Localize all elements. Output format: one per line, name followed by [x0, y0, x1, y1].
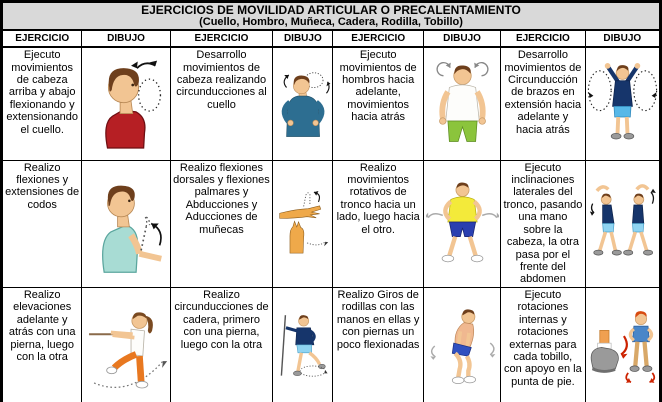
- drawing-cell: [423, 287, 500, 402]
- shoulder-rolls-drawing: [426, 49, 499, 158]
- wrist-flexion-abduction-drawing: [274, 163, 331, 284]
- drawing-cell: [82, 47, 170, 160]
- neck-circumduction-drawing: [274, 49, 331, 158]
- leg-front-back-swings-drawing: [84, 289, 168, 402]
- drawing-cell: [82, 287, 170, 402]
- exercise-text-cell: Realizo circunducciones de cadera, primero con una pierna, luego con la otra: [170, 287, 272, 402]
- exercise-text-cell: Realizo flexiones y extensiones de codos: [2, 160, 82, 287]
- table-title-block: [2, 2, 661, 31]
- table-row: [2, 160, 661, 287]
- trunk-rotation-drawing: [426, 163, 499, 284]
- column-header-ejercicio-4: EJERCICIO: [501, 30, 585, 47]
- drawing-cell: [273, 287, 333, 402]
- exercise-text-cell: Ejecuto inclinaciones laterales del tronco, pasando una mano sobre la cabeza, la otra pasa por el frente del abdomen: [501, 160, 585, 287]
- column-header-ejercicio-2: EJERCICIO: [170, 30, 272, 47]
- hip-circumduction-drawing: [274, 289, 331, 402]
- header-row: [2, 30, 661, 47]
- drawing-cell: [423, 160, 500, 287]
- exercise-text-cell: Ejecuto rotaciones internas y rotaciones externas para cada tobillo, con apoyo en la punta de pie.: [501, 287, 585, 402]
- elbow-flexion-extension-drawing: [84, 163, 168, 284]
- exercise-text-cell: Ejecuto movimientos de cabeza arriba y abajo flexionando y extensionando el cuello.: [2, 47, 82, 160]
- column-header-ejercicio-3: EJERCICIO: [333, 30, 423, 47]
- trunk-lateral-inclination-drawing: [587, 163, 658, 284]
- column-header-dibujo-4: DIBUJO: [585, 30, 660, 47]
- exercise-text-cell: Realizo flexiones dorsales y flexiones palmares y Abducciones y Aducciones de muñecas: [170, 160, 272, 287]
- drawing-cell: [585, 160, 660, 287]
- arm-circumduction-drawing: [587, 49, 658, 158]
- drawing-cell: [423, 47, 500, 160]
- exercise-text-cell: Ejecuto movimientos de hombros hacia adelante, movimientos hacia atrás: [333, 47, 423, 160]
- page-title: EJERCICIOS DE MOVILIDAD ARTICULAR O PRECALENTAMIENTO: [141, 3, 521, 17]
- exercise-text-cell: Realizo Giros de rodillas con las manos en ellas y con piernas un poco flexionadas: [333, 287, 423, 402]
- drawing-cell: [273, 47, 333, 160]
- exercise-text-cell: Realizo elevaciones adelante y atrás con una pierna, luego con la otra: [2, 287, 82, 402]
- column-header-ejercicio-1: EJERCICIO: [2, 30, 82, 47]
- ankle-rotation-drawing: [587, 289, 658, 402]
- drawing-cell: [273, 160, 333, 287]
- drawing-cell: [585, 47, 660, 160]
- drawing-cell: [82, 160, 170, 287]
- drawing-cell: [585, 287, 660, 402]
- table-row: [2, 287, 661, 402]
- column-header-dibujo-2: DIBUJO: [273, 30, 333, 47]
- exercise-text-cell: Desarrollo movimientos de Circunducción de brazos en extensión hacia adelante y hacia atrás: [501, 47, 585, 160]
- exercise-text-cell: Desarrollo movimientos de cabeza realizando circunducciones al cuello: [170, 47, 272, 160]
- neck-flexion-extension-drawing: [84, 49, 168, 158]
- page-subtitle: (Cuello, Hombro, Muñeca, Cadera, Rodilla, Tobillo): [199, 15, 463, 28]
- column-header-dibujo-3: DIBUJO: [423, 30, 500, 47]
- exercise-text-cell: Realizo movimientos rotativos de tronco hacia un lado, luego hacia el otro.: [333, 160, 423, 287]
- table-row: [2, 47, 661, 160]
- knee-circles-drawing: [426, 289, 499, 402]
- column-header-dibujo-1: DIBUJO: [82, 30, 170, 47]
